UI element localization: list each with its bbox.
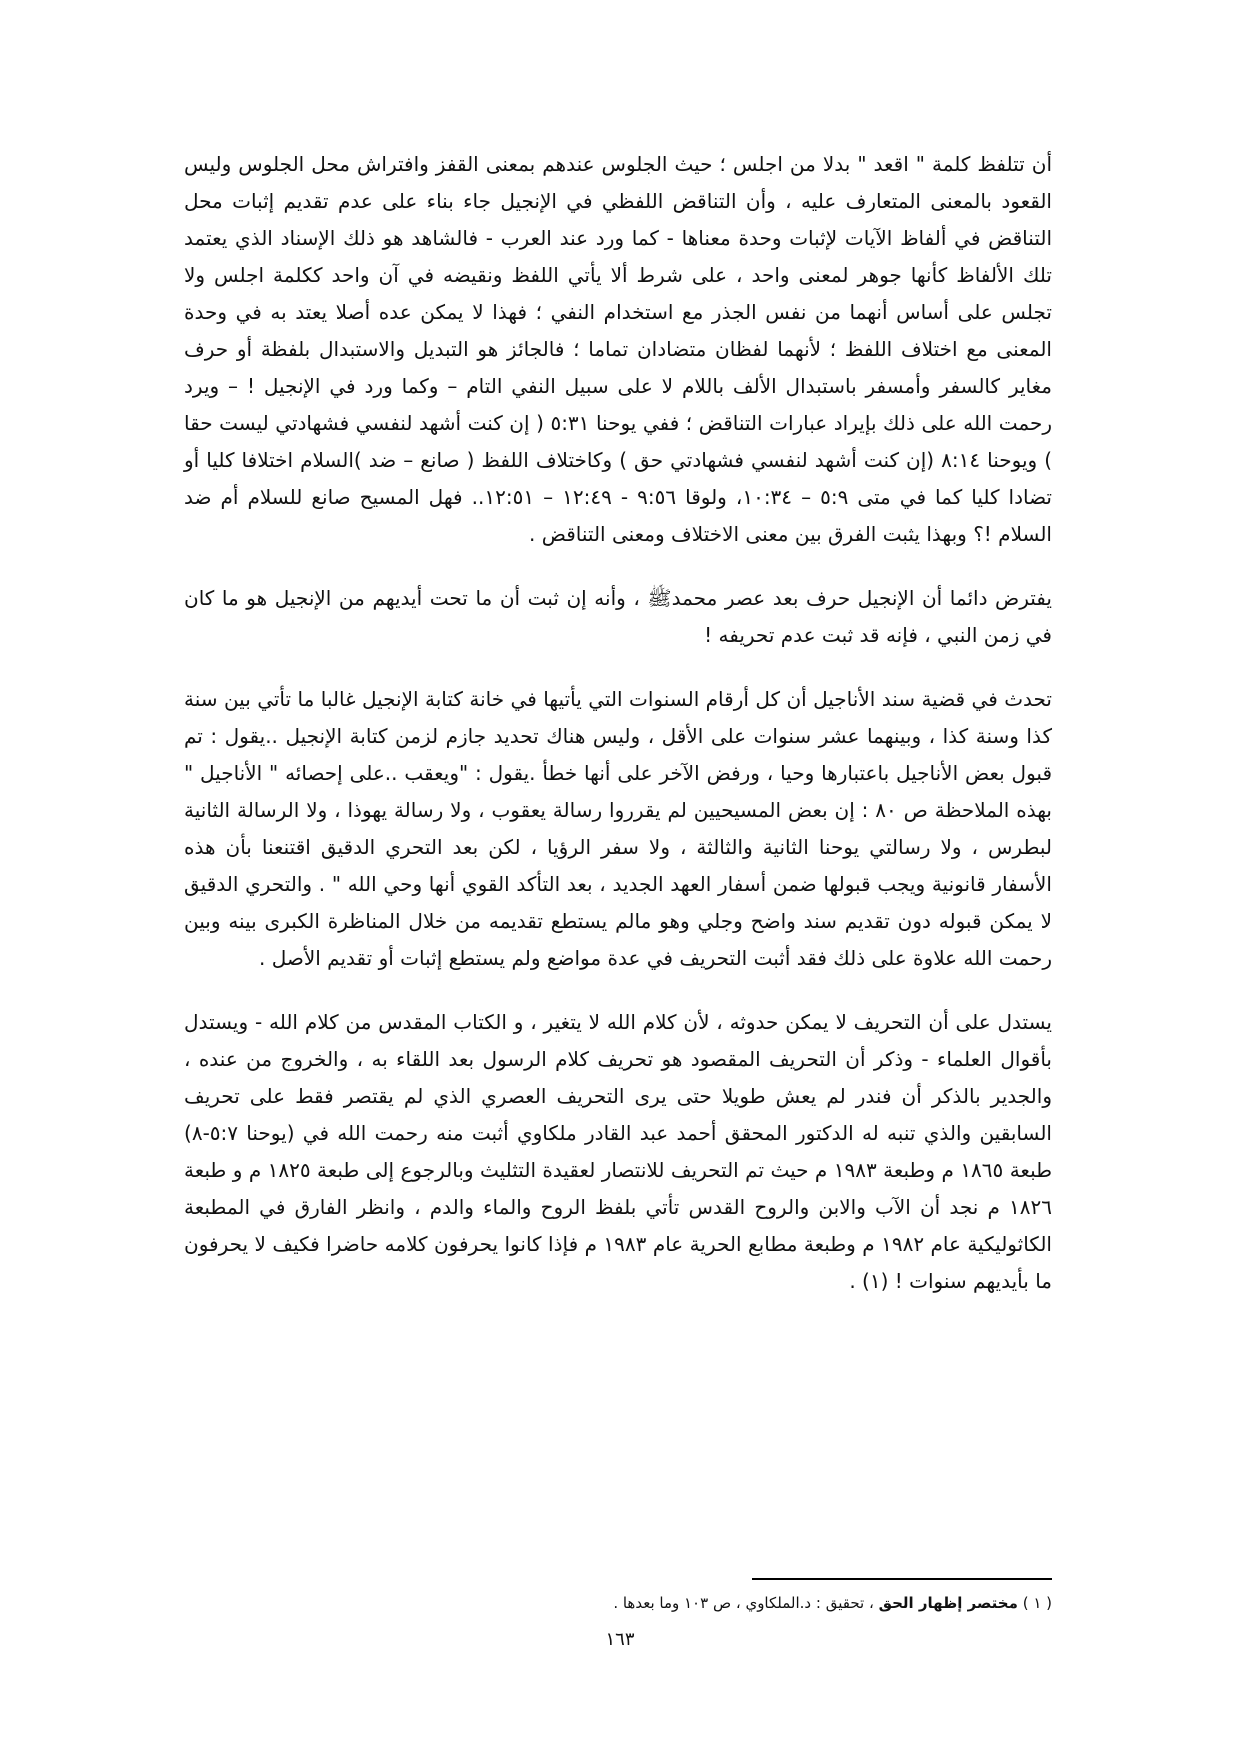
paragraph-4: يستدل على أن التحريف لا يمكن حدوثه ، لأن كلام الله لا يتغير ، و الكتاب المقدس من كلام الله - ويستدل بأقوال العلماء - وذكر أن التحريف المقصود هو تحريف كلام الرسول بعد اللقاء به ، والخروج من عنده ، والجدير بالذكر أن فندر لم يعش طويلا حتى يرى التحريف العصري الذي لم يقتصر فقط على تحريف السابقين والذي تنبه له الدكتور المحقق أحمد عبد القادر ملكاوي أثبت منه رحمت الله في (يوحنا ٥:٧-٨) طبعة ١٨٦٥ م وطبعة ١٩٨٣ م حيث تم التحريف للانتصار لعقيدة التثليث وبالرجوع إلى طبعة ١٨٢٥ م و طبعة ١٨٢٦ م نجد أن الآب والابن والروح القدس تأتي بلفظ الروح والماء والدم ، وانظر الفارق في المطبعة الكاثوليكية عام ١٩٨٢ م وطبعة مطابع الحرية عام ١٩٨٣ م فإذا كانوا يحرفون كلامه حاضرا فكيف لا يحرفون ما بأيديهم سنوات ! (١) . <box>184 1010 1053 1293</box>
footnote-text: ، تحقيق : د.الملكاوي ، ص ١٠٣ وما بعدها . <box>613 1594 874 1612</box>
footnote-title: مختصر إظهار الحق <box>878 1594 1018 1612</box>
paragraph-1: أن تتلفظ كلمة " اقعد " بدلا من اجلس ؛ حيث الجلوس عندهم بمعنى القفز وافتراش محل الجلوس وليس القعود بالمعنى المتعارف عليه ، وأن التناقض اللفظي في الإنجيل جاء بناء على عدم تقديم إثبات محل التناقض في ألفاظ الآيات لإثبات وحدة معناها - كما ورد عند العرب - فالشاهد هو ذلك الإسناد الذي يعتمد تلك الألفاظ كأنها جوهر لمعنى واحد ، على شرط ألا يأتي اللفظ ونقيضه في آن واحد ككلمة اجلس ولا تجلس على أساس أنهما من نفس الجذر مع استخدام النفي ؛ فهذا لا يمكن عده أصلا يعتد به في وحدة المعنى مع اختلاف اللفظ ؛ لأنهما لفظان متضادان تماما ؛ فالجائز هو التبديل والاستبدال بلفظة أو حرف مغاير كالسفر وأمسفر باستبدال الألف باللام لا على سبيل النفي التام – وكما ورد في الإنجيل ! – ويرد رحمت الله على ذلك بإيراد عبارات التناقض ؛ ففي يوحنا ٥:٣١ ( إن كنت أشهد لنفسي فشهادتي ليست حقا ) ويوحنا ٨:١٤ (إن كنت أشهد لنفسي فشهادتي حق ) وكاختلاف اللفظ ( صانع – ضد )السلام اختلافا كليا أو تضادا كليا كما في متى ٥:٩ – ١٠:٣٤، ولوقا ٩:٥٦ - ١٢:٤٩ – ١٢:٥١.. فهل المسيح صانع للسلام أم ضد السلام !؟ وبهذا يثبت الفرق بين معنى الاختلاف ومعنى التناقض . <box>184 152 1052 546</box>
footnote-marker: ( ١ ) <box>1022 1594 1052 1612</box>
footnote-divider <box>752 1578 1052 1580</box>
body-text <box>184 146 1052 1327</box>
paragraph-2: يفترض دائما أن الإنجيل حرف بعد عصر محمدﷺ ، وأنه إن ثبت أن ما تحت أيديهم من الإنجيل هو ما كان في زمن النبي ، فإنه قد ثبت عدم تحريفه ! <box>184 586 1052 647</box>
paragraph-3: تحدث في قضية سند الأناجيل أن كل أرقام السنوات التي يأتيها في خانة كتابة الإنجيل غالبا ما تأتي بين سنة كذا وسنة كذا ، وبينهما عشر سنوات على الأقل ، وليس هناك تحديد جازم لزمن كتابة الإنجيل ..يقول : تم قبول بعض الأناجيل باعتبارها وحيا ، ورفض الآخر على أنها خطأ .يقول : "ويعقب ..على إحصائه " الأناجيل " بهذه الملاحظة ص ٨٠ : إن بعض المسيحيين لم يقرروا رسالة يعقوب ، ولا رسالة يهوذا ، ولا الرسالة الثانية لبطرس ، ولا رسالتي يوحنا الثانية والثالثة ، ولا سفر الرؤيا ، لكن بعد التحري الدقيق اقتنعنا بأن هذه الأسفار قانونية ويجب قبولها ضمن أسفار العهد الجديد ، بعد التأكد القوي أنها وحي الله " . والتحري الدقيق لا يمكن قبوله دون تقديم سند واضح وجلي وهو مالم يستطع تقديمه من خلال المناظرة الكبرى بينه وبين رحمت الله علاوة على ذلك فقد أثبت التحريف في عدة مواضع ولم يستطع إثبات أو تقديم الأصل . <box>184 687 1053 970</box>
footnote <box>184 1592 1052 1614</box>
page-number: ١٦٣ <box>605 1629 635 1650</box>
